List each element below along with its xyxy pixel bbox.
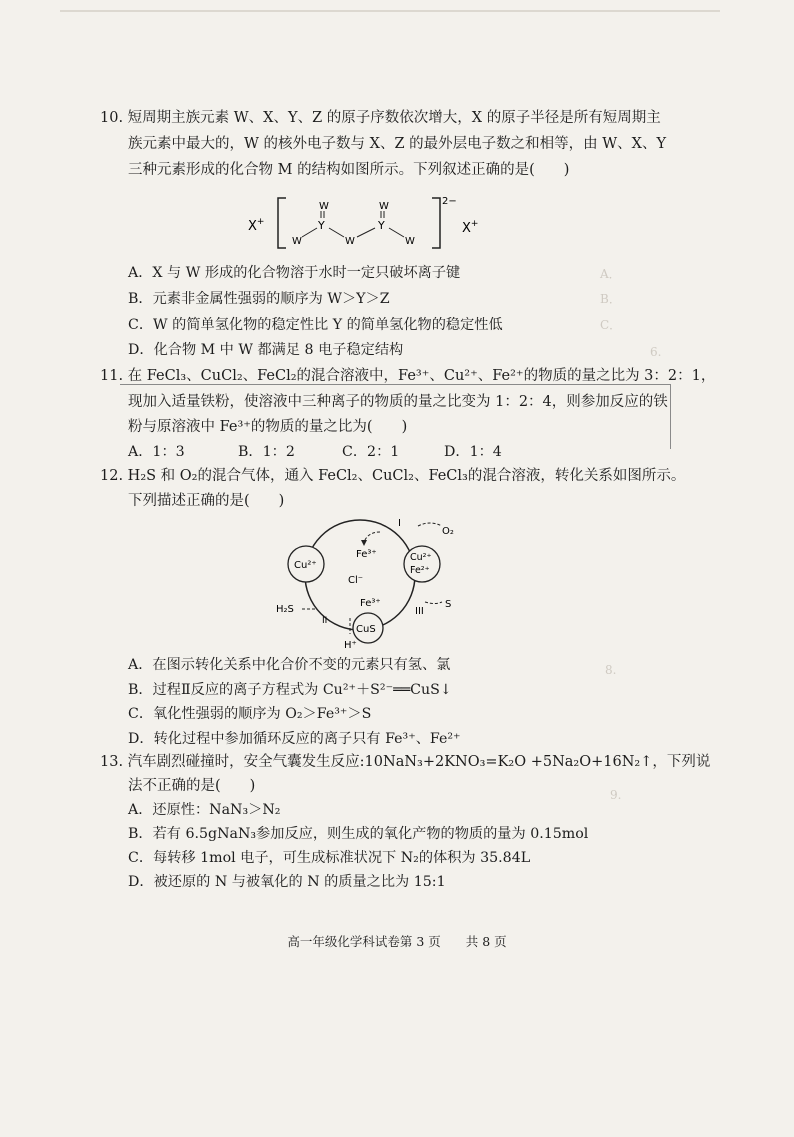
- atom-w-4: W: [405, 236, 415, 247]
- cus-label: CuS: [356, 624, 376, 635]
- q10-number: 10.: [100, 110, 124, 126]
- q10-option-d[interactable]: D．化合物 M 中 W 都满足 8 电子稳定结构: [128, 342, 404, 358]
- bleed-through-text: 8.: [605, 663, 617, 677]
- q13-option-c[interactable]: C．每转移 1mol 电子，可生成标准状况下 N₂的体积为 35.84L: [128, 850, 531, 866]
- fe3-top-label: Fe³⁺: [356, 549, 377, 560]
- step-iii-label: III: [415, 606, 424, 617]
- atom-w-top-1: W: [319, 201, 329, 212]
- q10-option-b[interactable]: B．元素非金属性强弱的顺序为 W＞Y＞Z: [128, 291, 390, 307]
- q12-cycle-diagram: [260, 510, 490, 655]
- o2-label: O₂: [442, 526, 454, 537]
- q11-option-c[interactable]: C．2：1: [342, 444, 400, 460]
- q10-line-1: 短周期主族元素 W、X、Y、Z 的原子序数依次增大，X 的原子半径是所有短周期主: [127, 110, 661, 126]
- s-label: S: [445, 599, 452, 610]
- q10-structure-diagram: [240, 192, 530, 254]
- cu2-left-label: Cu²⁺: [294, 560, 317, 571]
- q10-option-c[interactable]: C．W 的简单氢化物的稳定性比 Y 的简单氢化物的稳定性低: [128, 317, 503, 333]
- atom-y-1: Y: [318, 219, 325, 232]
- bleed-through-text: A．: [600, 267, 621, 281]
- q11-option-a[interactable]: A．1：3: [128, 444, 185, 460]
- q11-option-d[interactable]: D．1：4: [444, 444, 502, 460]
- q10-option-a[interactable]: A．X 与 W 形成的化合物溶于水时一定只破坏离子键: [128, 265, 461, 281]
- h-label: H⁺: [344, 640, 357, 651]
- fe2-right-label: Fe²⁺: [410, 565, 430, 576]
- bond-1: [302, 228, 317, 237]
- q12-line-1: H₂S 和 O₂的混合气体，通入 FeCl₂、CuCl₂、FeCl₃的混合溶液，转化关系如图所示。: [127, 468, 686, 484]
- q13-stem-line-1: [100, 751, 710, 774]
- q11-number: 11.: [100, 368, 124, 384]
- q11-line-3: 粉与原溶液中 Fe³⁺的物质的量之比为( ): [128, 419, 408, 435]
- o2-arrow: [418, 523, 442, 526]
- q11-option-b[interactable]: B．1：2: [238, 444, 295, 460]
- q13-option-b[interactable]: B．若有 6.5gNaN₃参加反应，则生成的氧化产物的物质的量为 0.15mol: [128, 826, 589, 842]
- q13-line-2: 法不正确的是( ): [128, 778, 256, 794]
- structure-cation-right: X+: [462, 219, 479, 236]
- page-footer: 高一年级化学科试卷第 3 页 共 8 页: [287, 934, 507, 949]
- bleed-through-text: B．: [600, 292, 621, 306]
- q12-option-b[interactable]: B．过程Ⅱ反应的离子方程式为 Cu²⁺＋S²⁻══CuS↓: [128, 682, 452, 698]
- right-bracket: [432, 198, 440, 248]
- q11-line-1: 在 FeCl₃、CuCl₂、FeCl₂的混合溶液中，Fe³⁺、Cu²⁺、Fe²⁺的物质的量之比为 3：2：1，: [127, 368, 716, 384]
- bond-3: [357, 228, 375, 237]
- atom-w-bridge: W: [345, 236, 355, 247]
- q13-option-d[interactable]: D．被还原的 N 与被氧化的 N 的质量之比为 15:1: [128, 874, 446, 890]
- step-i-label: I: [398, 518, 401, 529]
- q13-option-a[interactable]: A．还原性：NaN₃＞N₂: [128, 802, 281, 818]
- q11-options: [128, 441, 688, 463]
- atom-w-top-2: W: [379, 201, 389, 212]
- q12-number: 12.: [100, 468, 124, 484]
- bleed-through-text: 9.: [610, 788, 622, 802]
- q11-line-2: 现加入适量铁粉，使溶液中三种离子的物质的量之比变为 1：2：4，则参加反应的铁: [128, 394, 668, 410]
- bleed-through-text: 6.: [650, 345, 662, 359]
- cu2-right-label: Cu²⁺: [410, 552, 432, 563]
- anion-charge: 2−: [442, 196, 457, 207]
- paper-edge: [60, 10, 720, 12]
- bond-2: [329, 228, 344, 237]
- bond-4: [389, 228, 404, 237]
- atom-y-2: Y: [378, 219, 385, 232]
- q11-stem-line-1: [100, 365, 715, 388]
- q12-option-c[interactable]: C．氧化性强弱的顺序为 O₂＞Fe³⁺＞S: [128, 706, 372, 722]
- q12-option-a[interactable]: A．在图示转化关系中化合价不变的元素只有氢、氯: [128, 657, 451, 673]
- left-bracket: [278, 198, 286, 248]
- q12-option-d[interactable]: D．转化过程中参加循环反应的离子只有 Fe³⁺、Fe²⁺: [128, 731, 461, 747]
- arrow-top-head: [361, 540, 367, 546]
- structure-cation-left: X+: [248, 217, 265, 234]
- q13-number: 13.: [100, 754, 124, 770]
- bleed-through-text: C．: [600, 318, 622, 332]
- q10-line-2: 族元素中最大的，W 的核外电子数与 X、Z 的最外层电子数之和相等，由 W、X、Y: [128, 136, 667, 152]
- q12-stem-line-1: [100, 465, 685, 488]
- h2s-label: H₂S: [276, 604, 294, 615]
- q12-line-2: 下列描述正确的是( ): [128, 493, 285, 509]
- fe3-bottom-label: Fe³⁺: [360, 598, 381, 609]
- q10-line-3: 三种元素形成的化合物 M 的结构如图所示。下列叙述正确的是( ): [128, 162, 570, 178]
- q10-stem-line-1: [100, 107, 661, 130]
- q13-line-1: 汽车剧烈碰撞时，安全气囊发生反应:10NaN₃+2KNO₃=K₂O +5Na₂O+16N₂↑，下列说: [127, 754, 711, 770]
- s-arrow: [425, 602, 442, 604]
- atom-w-1: W: [292, 236, 302, 247]
- step-ii-label: II: [322, 616, 328, 626]
- cl-label: Cl⁻: [348, 575, 364, 586]
